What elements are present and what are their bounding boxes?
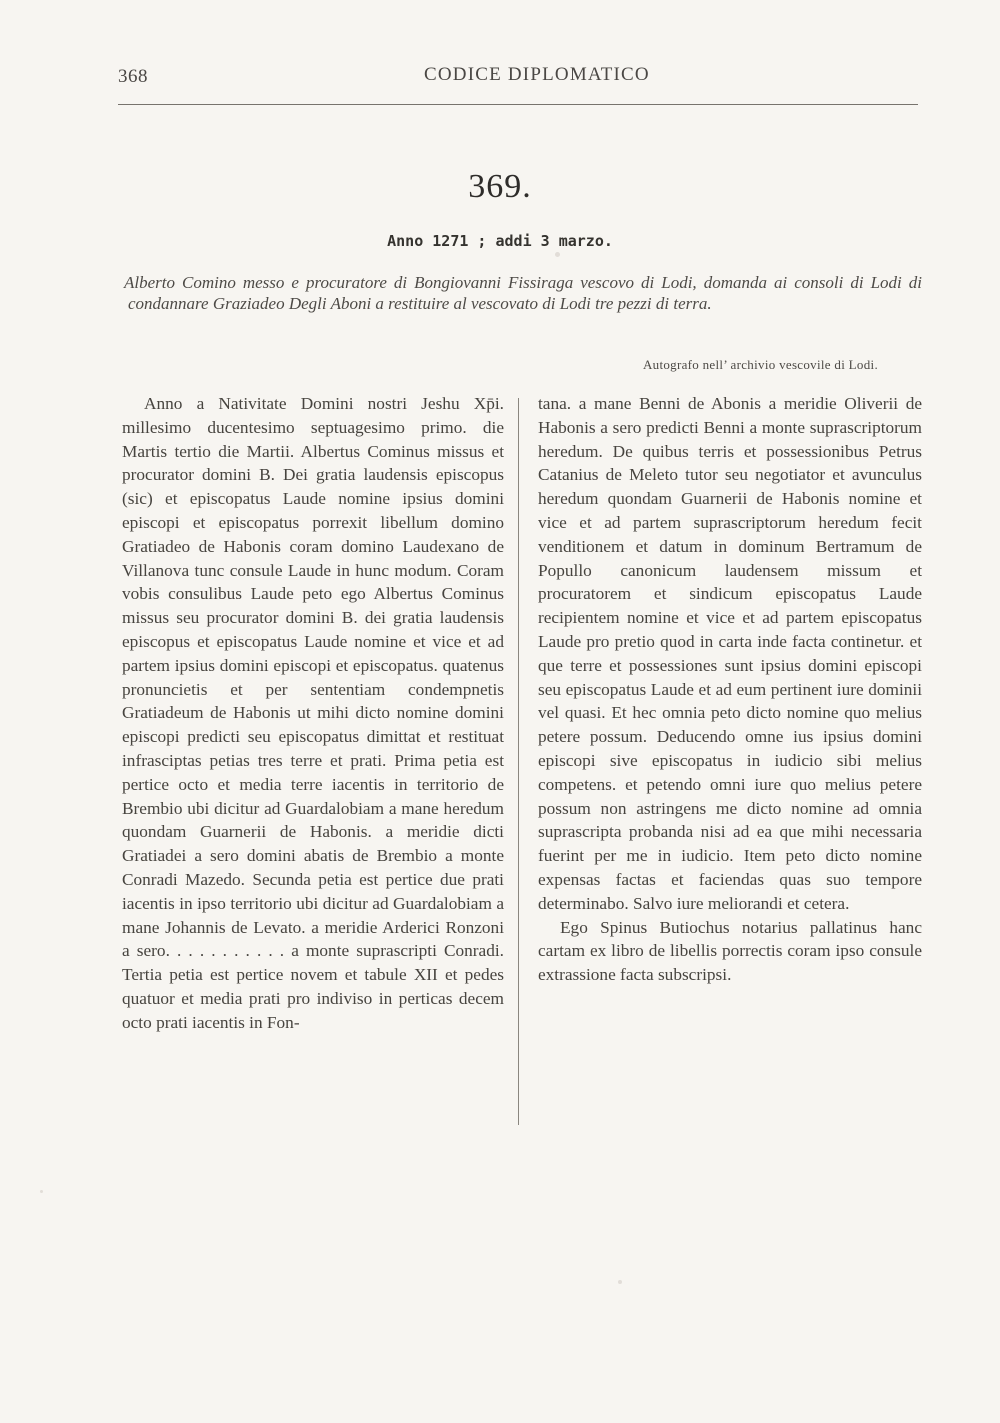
- notary-subscription: Ego Spinus Butiochus notarius pallatinus hanc cartam ex libro de libellis porrectis coram ipso consule extrassione facta subscripsi.: [538, 917, 922, 985]
- paper-speck: [40, 1190, 43, 1193]
- document-date: Anno 1271 ; addi 3 marzo.: [387, 232, 613, 250]
- page-number: 368: [118, 66, 148, 87]
- right-column-text: tana. a mane Benni de Abonis a meridie Oliverii de Habonis a sero predicti Benni a monte suprascriptorum heredum. De quibus terris et possessionibus Petrus Catanius de Meleto tutor seu negotiator et avunculus heredum quondam Guarnerii de Habonis nomine et vice et ad partem suprascriptorum heredum fecit venditionem et datum in dominum Bertramum de Popullo canonicum laudensem missum et procuratorem et sindicum episcopatus Laude recipientem nomine et vice et ad partem episcopatus Laude pro pretio quod in carta inde facta continetur. et que terre et possessiones sunt ipsius domini episcopi seu episcopatus Laude et ad eum pertinent iure dominii vel quasi. Et hec omnia peto dicto nomine quo melius petere possum. Deducendo omne ius ipsius domini episcopi sive episcopatus in iudicio sibi melius competens. et petendo omni iure quo melius petere possum non astringens me dicto nomine ad omnia suprascripta probanda nisi ad ea que mihi necessaria fuerint per me in iudicio. Item peto dicto nomine expensas factas et faciendas quas suo tempore determinabo. Salvo iure meliorandi et cetera.: [538, 394, 922, 913]
- source-note: Autografo nell’ archivio vescovile di Lodi.: [642, 357, 878, 372]
- paper-speck: [555, 252, 560, 257]
- column-rule: [518, 398, 519, 1125]
- document-summary: Alberto Comino messo e procuratore di Bongiovanni Fissiraga vescovo di Lodi, domanda ai consoli di Lodi di condannare Graziadeo Degli Aboni a restituire al vescovato di Lodi tre pezzi di terra.: [124, 273, 922, 313]
- running-head: CODICE DIPLOMATICO: [424, 64, 650, 85]
- document-number: 369.: [468, 168, 532, 205]
- left-column: [122, 392, 504, 1035]
- right-column: [538, 392, 922, 987]
- page-header: [118, 64, 918, 92]
- paper-speck: [618, 1280, 622, 1284]
- header-rule: [118, 104, 918, 105]
- left-column-text: Anno a Nativitate Domini nostri Jeshu Xp̄i. millesimo ducentesimo septuagesimo primo. die Martis tertio die Martii. Albertus Cominus missus et procurator domini B. Dei gratia laudensis episcopus (sic) et episcopatus Laude nomine ipsius domini episcopi et episcopatus porrexit libellum domino Gratiadeo de Habonis coram domino Laudexano de Villanova tunc consule Laude in hunc modum. Coram vobis consulibus Laude peto ego Albertus Cominus missus seu procurator domini B. dei gratia laudensis episcopus et episcopatus Laude nomine et vice et ad partem ipsius domini episcopi et episcopatus. quatenus pronuncietis et per sententiam condempnetis Gratiadeum de Habonis ut mihi dicto nomine domini episcopi predicti seu episcopatus dimittat et restituat infrasciptas petias tres terre et prati. Prima petia est pertice octo et media terre iacentis in territorio de Brembio ubi dicitur ad Guardalobiam a mane heredum quondam Guarnerii de Habonis. a meridie dicti Gratiadei a sero domini abatis de Brembio a monte Conradi Mazedo. Secunda petia est pertice due prati iacentis in ipso territorio ubi dicitur ad Guardalobiam a mane Johannis de Levato. a meridie Arderici Ronzoni a sero. . . . . . . . . . . a monte suprascripti Conradi. Tertia petia est pertice novem et tabule XII et pedes quatuor et media prati pro indiviso in perticas decem octo prati iacentis in Fon-: [122, 394, 504, 1032]
